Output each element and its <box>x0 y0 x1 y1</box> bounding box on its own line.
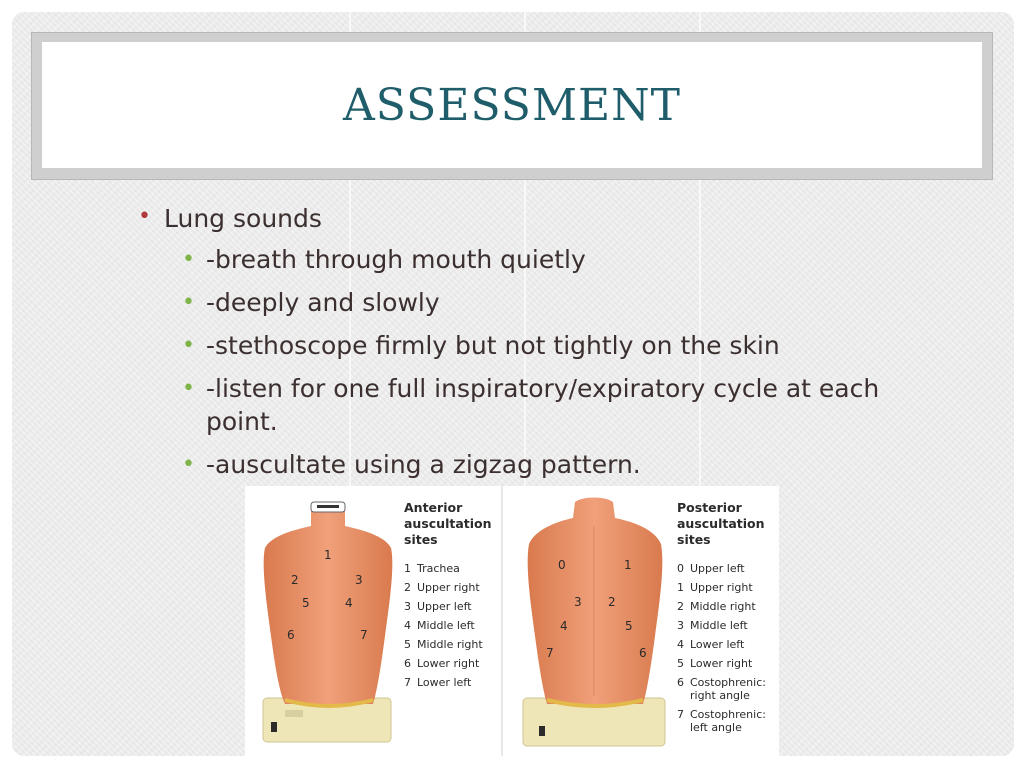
site-number: 6 <box>639 646 647 660</box>
legend-label: Upper right <box>417 581 480 594</box>
legend-label: Lower right <box>690 657 753 670</box>
legend-number: 3 <box>677 619 684 632</box>
sub-bullet-list <box>138 243 958 481</box>
site-number: 1 <box>324 548 332 562</box>
bullet-marker: • <box>182 247 195 272</box>
site-number: 2 <box>608 595 616 609</box>
legend-number: 6 <box>404 657 411 670</box>
legend-label: Upper left <box>417 600 472 613</box>
bullet-list <box>138 204 958 491</box>
anterior-legend-title: Anterior auscultation sites <box>404 500 492 547</box>
title-frame <box>31 32 993 180</box>
posterior-legend-title: Posterior auscultation sites <box>677 500 765 547</box>
anterior-legend <box>404 500 492 695</box>
sub-bullet-text: -deeply and slowly <box>206 288 440 317</box>
sub-bullet-text: -auscultate using a zigzag pattern. <box>206 450 641 479</box>
legend-item <box>404 600 492 613</box>
sub-bullet-item <box>138 372 958 438</box>
anterior-panel <box>245 486 501 756</box>
legend-label: Trachea <box>417 562 460 575</box>
bullet-marker: • <box>182 333 195 358</box>
posterior-legend <box>677 500 766 740</box>
bullet-marker: • <box>182 452 195 477</box>
legend-item <box>404 657 492 670</box>
sub-bullet-item <box>138 243 958 276</box>
sub-bullet-text: -listen for one full inspiratory/expiratory cycle at each point. <box>206 374 880 436</box>
legend-number: 2 <box>404 581 411 594</box>
legend-item <box>404 581 492 594</box>
legend-item <box>677 581 766 594</box>
legend-number: 2 <box>677 600 684 613</box>
title-box <box>42 42 982 168</box>
legend-number: 1 <box>404 562 411 575</box>
site-number: 0 <box>558 558 566 572</box>
legend-item <box>404 638 492 651</box>
sub-bullet-item <box>138 286 958 319</box>
legend-label: Costophrenic: right angle <box>690 676 766 702</box>
legend-label: Upper left <box>690 562 745 575</box>
legend-number: 1 <box>677 581 684 594</box>
panel-divider <box>501 486 503 756</box>
legend-item <box>677 600 766 613</box>
site-number: 3 <box>574 595 582 609</box>
legend-number: 4 <box>404 619 411 632</box>
legend-label: Lower left <box>417 676 472 689</box>
legend-item <box>677 657 766 670</box>
legend-label: Middle right <box>417 638 483 651</box>
site-number: 5 <box>625 619 633 633</box>
slide <box>12 12 1014 756</box>
bullet-marker: • <box>182 290 195 315</box>
site-number: 6 <box>287 628 295 642</box>
legend-number: 5 <box>677 657 684 670</box>
legend-item <box>404 676 492 689</box>
legend-number: 4 <box>677 638 684 651</box>
sub-bullet-text: -breath through mouth quietly <box>206 245 586 274</box>
legend-label: Middle left <box>417 619 475 632</box>
legend-item <box>677 562 766 575</box>
slide-title: ASSESSMENT <box>343 79 681 131</box>
posterior-panel <box>505 486 779 756</box>
site-number: 1 <box>624 558 632 572</box>
site-number: 2 <box>291 573 299 587</box>
site-number: 4 <box>560 619 568 633</box>
legend-label: Lower left <box>690 638 745 651</box>
legend-label: Middle left <box>690 619 748 632</box>
bullet-text: Lung sounds <box>164 204 322 233</box>
site-number: 4 <box>345 596 353 610</box>
legend-label: Middle right <box>690 600 756 613</box>
legend-item <box>677 638 766 651</box>
sub-bullet-text: -stethoscope firmly but not tightly on the skin <box>206 331 780 360</box>
legend-label: Upper right <box>690 581 753 594</box>
site-number: 3 <box>355 573 363 587</box>
legend-label: Costophrenic: left angle <box>690 708 766 734</box>
legend-item <box>677 708 766 734</box>
site-number: 7 <box>546 646 554 660</box>
legend-number: 5 <box>404 638 411 651</box>
sub-bullet-item <box>138 448 958 481</box>
legend-number: 6 <box>677 676 684 689</box>
auscultation-figure <box>245 486 779 756</box>
bullet-item <box>138 204 958 233</box>
legend-item <box>677 619 766 632</box>
legend-item <box>404 562 492 575</box>
legend-number: 3 <box>404 600 411 613</box>
bullet-marker: • <box>138 204 151 229</box>
legend-item <box>404 619 492 632</box>
site-number: 7 <box>360 628 368 642</box>
legend-item <box>677 676 766 702</box>
bullet-marker: • <box>182 376 195 401</box>
legend-number: 7 <box>404 676 411 689</box>
legend-label: Lower right <box>417 657 480 670</box>
site-number: 5 <box>302 596 310 610</box>
legend-number: 7 <box>677 708 684 721</box>
sub-bullet-item <box>138 329 958 362</box>
legend-number: 0 <box>677 562 684 575</box>
